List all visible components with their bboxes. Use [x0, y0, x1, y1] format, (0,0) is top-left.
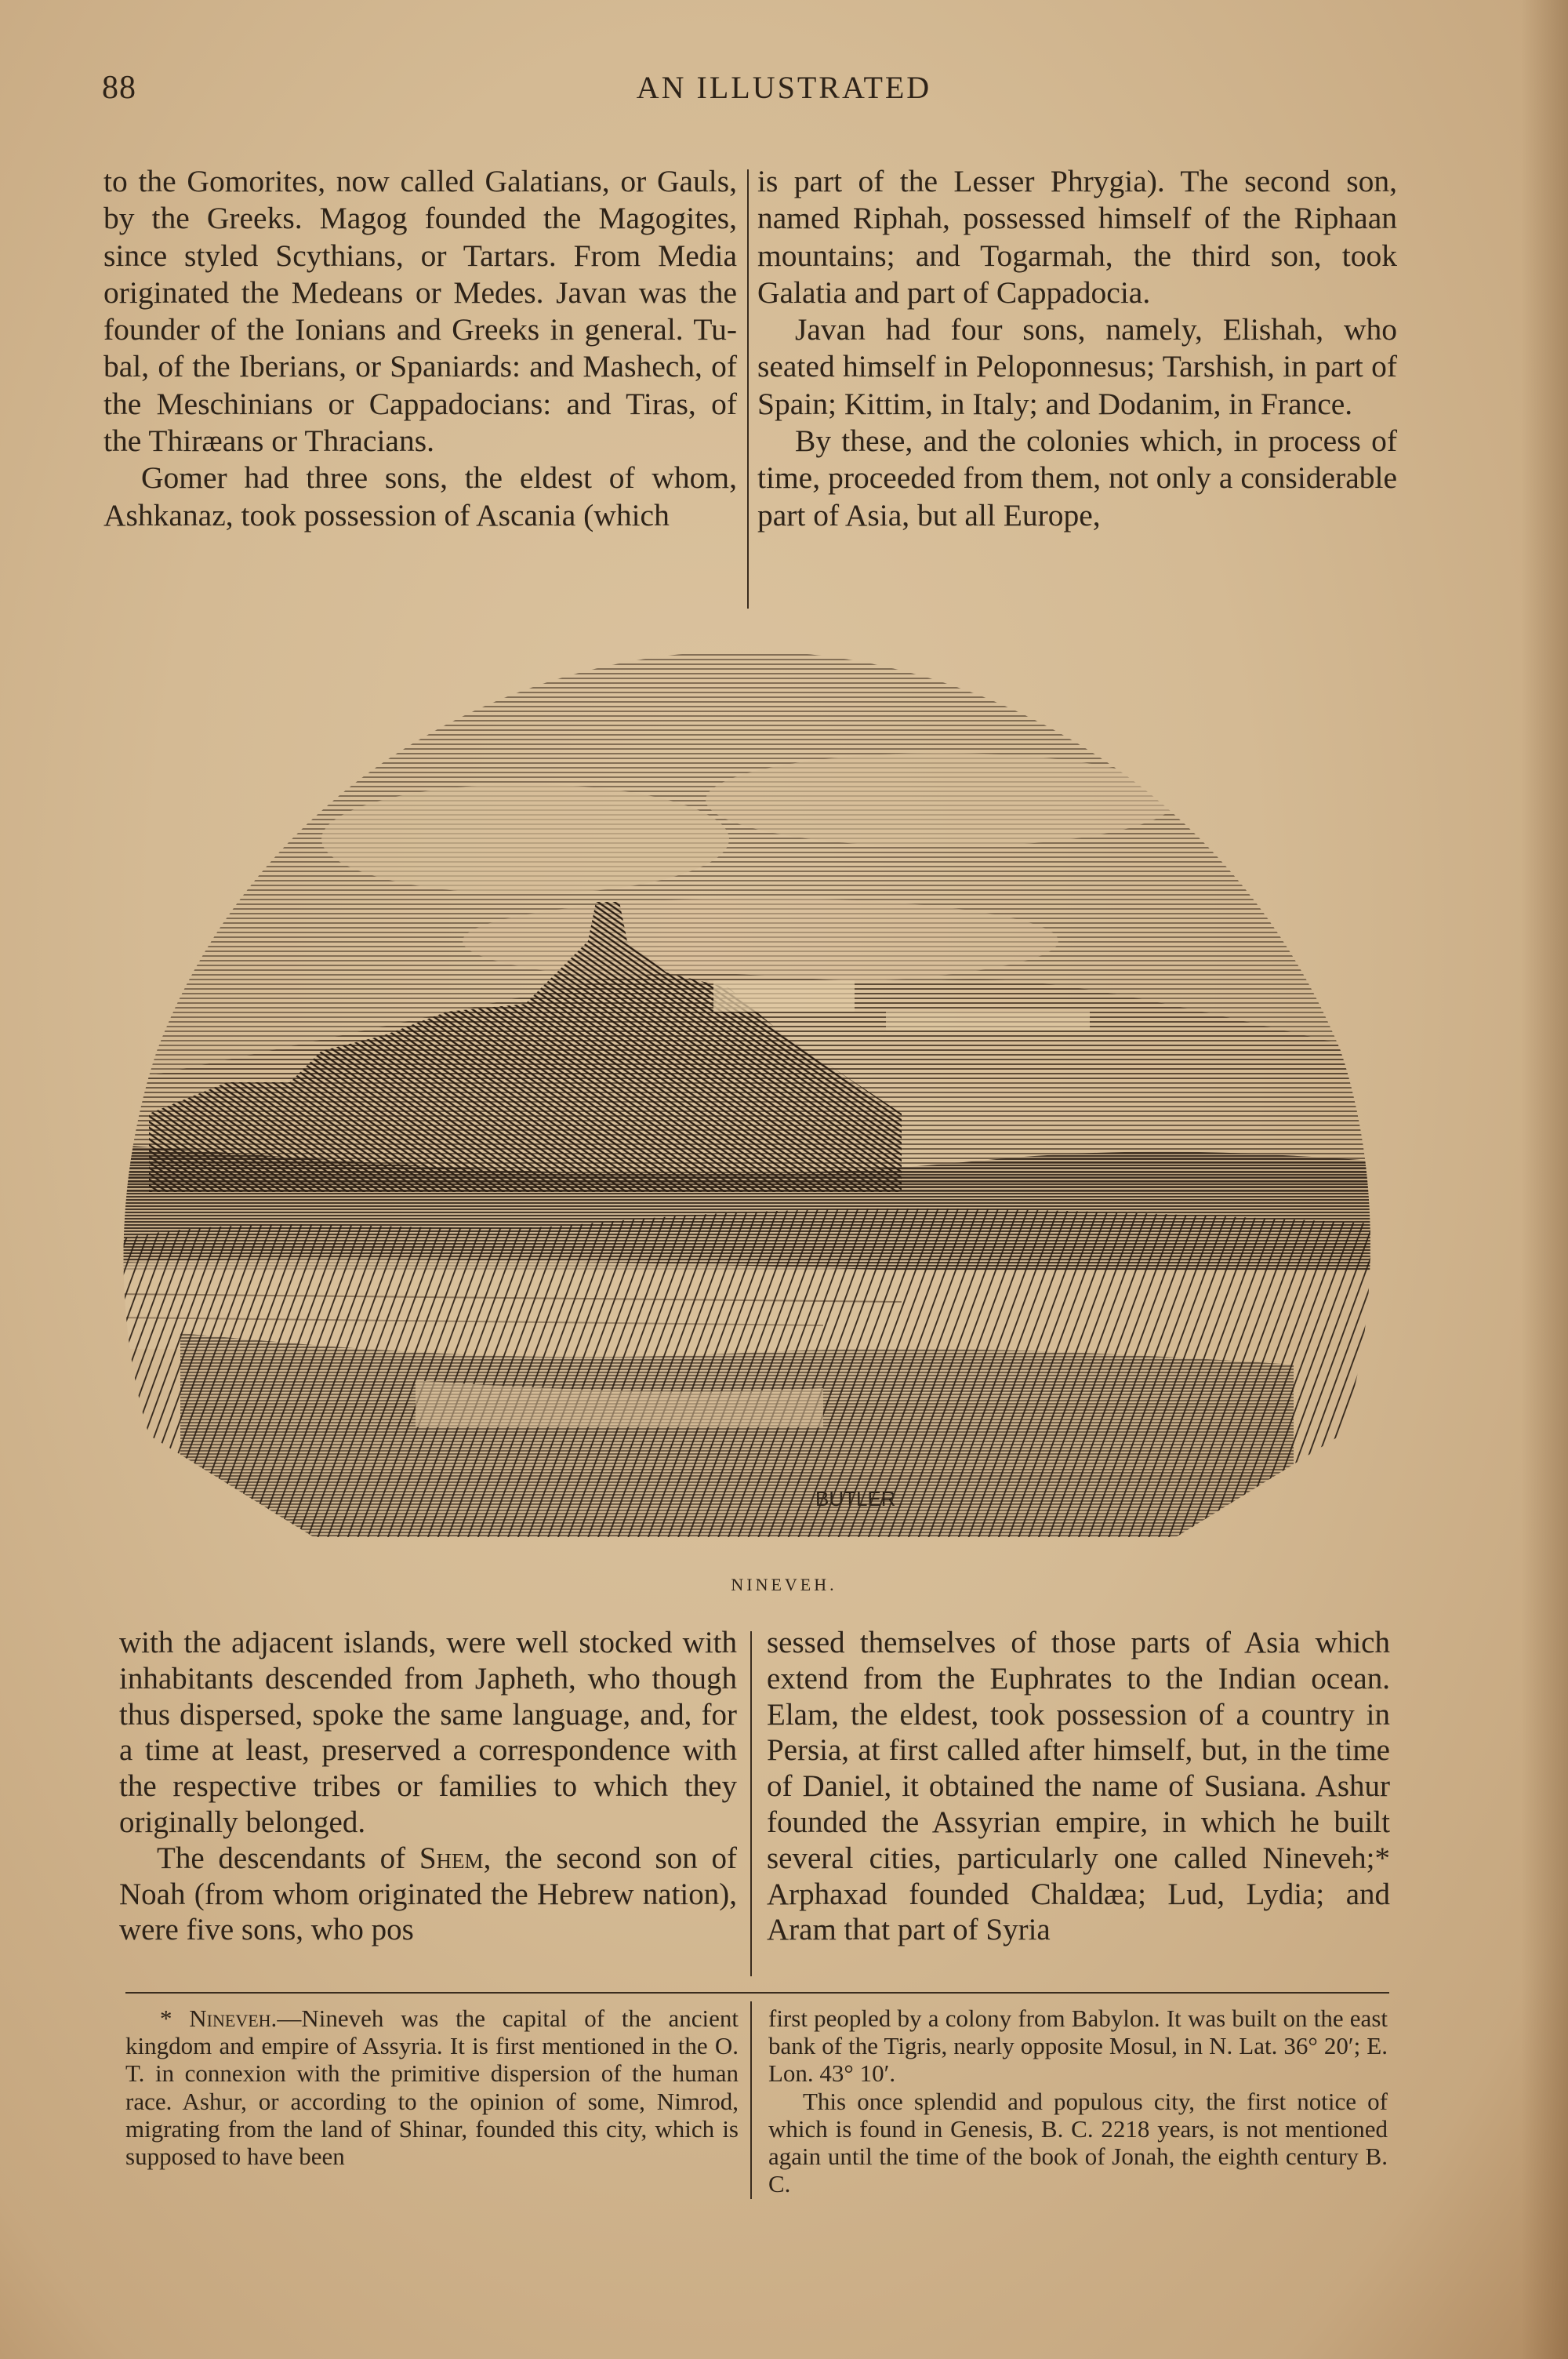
page-header: [0, 69, 1568, 116]
paragraph: [119, 1841, 737, 1948]
nineveh-engraving: [118, 643, 1372, 1561]
column-rule-top: [747, 169, 749, 609]
name-shem: Shem: [419, 1841, 484, 1875]
paragraph: Javan had four sons, namely, Elishah, who seated himself in Peloponnesus; Tarshish, in part of Spain; Kittim, in Italy; and Dodanim, in France.: [757, 312, 1397, 421]
column-rule-bottom: [750, 1631, 752, 1976]
running-head: AN ILLUSTRATED: [636, 70, 932, 105]
footnote-paragraph: This once splendid and populous city, the first notice of which is found in Genesis, B. C. 2218 years, is not mentioned again until the time of the book of Jonah, the eighth century B. C.: [768, 2087, 1388, 2198]
bottom-right-column: [767, 1625, 1390, 1948]
text-run: The descendants of: [157, 1841, 419, 1875]
text-run: , the second son of Noah (from whom originated the Hebrew nation), were five sons, who pos: [119, 1841, 737, 1947]
paragraph: is part of the Lesser Phrygia). The second son, named Riphah, possessed himself of the Riphaan mountains; and Togarmah, the third son, took Galatia and part of Cappadocia.: [757, 164, 1397, 310]
top-right-column: [757, 163, 1397, 534]
footnote-rule: [125, 1992, 1389, 1994]
paragraph: Gomer had three sons, the eldest of whom, Ashkanaz, took possession of Ascania (which: [103, 460, 737, 533]
figure-caption: NINEVEH.: [731, 1575, 837, 1594]
footnote-paragraph: first peopled by a colony from Babylon. It was built on the east bank of the Tigris, nearly opposite Mosul, in N. Lat. 36° 20′; E. Lon. 43° 10′.: [768, 2005, 1388, 2088]
footnote-left: [125, 2005, 739, 2170]
footnote-paragraph: [125, 2005, 739, 2170]
page-number: 88: [102, 70, 136, 106]
top-left-column: [103, 163, 737, 534]
bottom-left-column: [119, 1625, 737, 1948]
paragraph: to the Gomorites, now called Galatians, or Gauls, by the Greeks. Magog founded the Magogites, since styled Scythians, or Tartars. From Media originated the Medeans or Medes. Javan was the founder of the Ionians and Greeks in general. Tubal, of the Iberians, or Spaniards: and Mashech, of the Meschinians or Cappadocians: and Tiras, of the Thiræans or Thracians.: [103, 164, 737, 459]
footnote-text: —Nineveh was the capital of the ancient kingdom and empire of Assyria. It is first mentioned in the O. T. in connexion with the primitive dispersion of the human race. Ashur, or according to the opinion of some, Nimrod, migrating from the land of Shinar, founded this city, which is supposed to have been: [125, 2005, 739, 2171]
footnote-right: [768, 2005, 1388, 2197]
footnote-marker: *: [160, 2005, 190, 2032]
page-edge-shadow: [1521, 0, 1568, 2359]
paragraph: with the adjacent islands, were well stocked with inhabitants descended from Japheth, who though thus dispersed, spoke the same language, and, for a time at least, preserved a correspondence with the respective tribes or families to which they originally belonged.: [119, 1626, 737, 1839]
footnote-heading: Nineveh.: [189, 2005, 278, 2032]
engraver-signature: BUTLER: [815, 1487, 896, 1510]
paragraph: sessed themselves of those parts of Asia which extend from the Euphrates to the Indian ocean. Elam, the eldest, took possession of a country in Persia, at first called after himself, but, in the time of Daniel, it obtained the name of Susiana. Ashur founded the Assyrian empire, in which he built several cities, particularly one called Nineveh;* Arphaxad founded Chaldæa; Lud, Lydia; and Aram that part of Syria: [767, 1626, 1390, 1947]
footnote-column-rule: [750, 2001, 752, 2199]
paragraph: By these, and the colonies which, in process of time, proceeded from them, not only a considerable part of Asia, but all Europe,: [757, 423, 1397, 533]
